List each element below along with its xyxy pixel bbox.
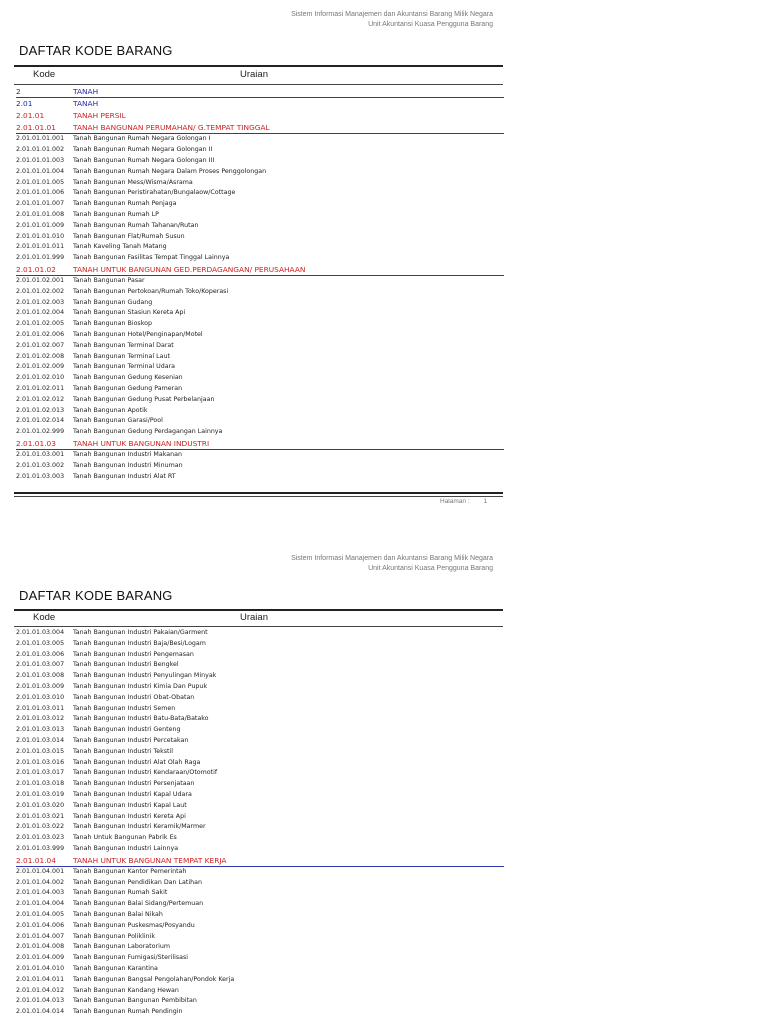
header-rule-top bbox=[14, 609, 503, 611]
item-description: TANAH BANGUNAN PERUMAHAN/ G.TEMPAT TINGGAL bbox=[73, 123, 270, 133]
item-code: 2.01.01.04.002 bbox=[16, 878, 65, 886]
list-item bbox=[16, 1007, 504, 1018]
item-description: Tanah Bangunan Industri Pengemasan bbox=[73, 650, 194, 658]
item-code: 2.01.01.03.007 bbox=[16, 661, 65, 669]
item-code: 2.01.01.01.010 bbox=[16, 232, 65, 240]
footer-rule-bottom bbox=[14, 496, 503, 497]
item-code: 2.01.01.03.003 bbox=[16, 472, 65, 480]
item-code: 2.01.01.03.012 bbox=[16, 715, 65, 723]
code-list bbox=[16, 628, 504, 1018]
item-code: 2.01.01.02.012 bbox=[16, 395, 65, 403]
list-item bbox=[16, 693, 504, 704]
list-item bbox=[16, 384, 504, 395]
item-description: Tanah Bangunan Industri Baja/Besi/Logam bbox=[73, 639, 206, 647]
item-code: 2.01.01.01.006 bbox=[16, 189, 65, 197]
item-code: 2.01.01.02.008 bbox=[16, 352, 65, 360]
item-description: Tanah Bangunan Rumah Tahanan/Rutan bbox=[73, 221, 199, 229]
item-code: 2.01.01.02.010 bbox=[16, 374, 65, 382]
item-description: Tanah Bangunan Industri Kapal Udara bbox=[73, 790, 192, 798]
item-description: TANAH PERSIL bbox=[73, 111, 126, 121]
item-code: 2.01.01.02.001 bbox=[16, 277, 65, 285]
list-item bbox=[16, 253, 504, 264]
header-rule-top bbox=[14, 65, 503, 67]
system-name: Sistem Informasi Manajemen dan Akuntansi Barang Milik Negara bbox=[291, 11, 493, 18]
list-item bbox=[16, 395, 504, 406]
item-description: Tanah Bangunan Rumah Negara Golongan III bbox=[73, 156, 215, 164]
page-number: 1 bbox=[483, 498, 488, 505]
item-code: 2 bbox=[16, 87, 21, 96]
system-name: Sistem Informasi Manajemen dan Akuntansi Barang Milik Negara bbox=[291, 555, 493, 562]
list-item bbox=[16, 833, 504, 844]
item-code: 2.01.01.03.013 bbox=[16, 726, 65, 734]
list-item bbox=[16, 714, 504, 725]
list-item bbox=[16, 779, 504, 790]
item-description: Tanah Bangunan Fumigasi/Sterilisasi bbox=[73, 954, 189, 962]
list-item bbox=[16, 888, 504, 899]
list-item bbox=[16, 362, 504, 373]
item-description: Tanah Bangunan Puskesmas/Posyandu bbox=[73, 921, 195, 929]
list-item bbox=[16, 232, 504, 243]
item-description: Tanah Bangunan Industri Makanan bbox=[73, 451, 182, 459]
footer-rule-top bbox=[14, 492, 503, 494]
item-description: Tanah Bangunan Industri Kereta Api bbox=[73, 812, 186, 820]
item-code: 2.01.01.03.020 bbox=[16, 801, 65, 809]
list-item bbox=[16, 427, 504, 438]
item-code: 2.01.01.04.001 bbox=[16, 867, 65, 875]
item-code: 2.01.01.04.006 bbox=[16, 921, 65, 929]
item-description: Tanah Bangunan Industri Penyulingan Minyak bbox=[73, 672, 217, 680]
item-description: Tanah Bangunan Balai Sidang/Pertemuan bbox=[73, 900, 204, 908]
item-description: Tanah Bangunan Industri Alat Olah Raga bbox=[73, 758, 201, 766]
item-code: 2.01.01.01.001 bbox=[16, 135, 65, 143]
group-row bbox=[16, 264, 504, 276]
header-rule-bottom bbox=[14, 626, 503, 627]
item-description: Tanah Bangunan Industri Semen bbox=[73, 704, 176, 712]
list-item bbox=[16, 899, 504, 910]
list-item bbox=[16, 975, 504, 986]
item-description: Tanah Untuk Bangunan Pabrik Es bbox=[73, 834, 177, 842]
item-code: 2.01.01.01.005 bbox=[16, 178, 65, 186]
list-item bbox=[16, 341, 504, 352]
item-description: Tanah Bangunan Rumah Negara Dalam Proses Penggolongan bbox=[73, 167, 267, 175]
list-item bbox=[16, 736, 504, 747]
list-item bbox=[16, 628, 504, 639]
item-description: Tanah Bangunan Apotik bbox=[73, 406, 148, 414]
item-description: Tanah Bangunan Gedung Perdagangan Lainnya bbox=[73, 428, 223, 436]
item-description: Tanah Bangunan Rumah Penjaga bbox=[73, 200, 177, 208]
item-description: Tanah Bangunan Pasar bbox=[73, 277, 145, 285]
item-code: 2.01.01.04.004 bbox=[16, 900, 65, 908]
item-description: Tanah Bangunan Terminal Udara bbox=[73, 363, 176, 371]
list-item bbox=[16, 942, 504, 953]
item-description: Tanah Bangunan Industri Kendaraan/Otomotif bbox=[73, 769, 218, 777]
list-item bbox=[16, 867, 504, 878]
item-description: TANAH UNTUK BANGUNAN INDUSTRI bbox=[73, 438, 210, 448]
item-code: 2.01.01.03.021 bbox=[16, 812, 65, 820]
list-item bbox=[16, 932, 504, 943]
list-item bbox=[16, 330, 504, 341]
item-code: 2.01.01.03.015 bbox=[16, 747, 65, 755]
item-code: 2.01.01.02.004 bbox=[16, 309, 65, 317]
item-description: TANAH UNTUK BANGUNAN TEMPAT KERJA bbox=[73, 855, 227, 865]
list-item bbox=[16, 242, 504, 253]
item-code: 2.01 bbox=[16, 99, 33, 109]
list-item bbox=[16, 472, 504, 483]
list-item bbox=[16, 996, 504, 1007]
item-description: Tanah Bangunan Industri Obat-Obatan bbox=[73, 693, 195, 701]
item-code: 2.01.01.03.010 bbox=[16, 693, 65, 701]
item-code: 2.01.01.03.011 bbox=[16, 704, 65, 712]
list-item bbox=[16, 964, 504, 975]
item-description: Tanah Bangunan Rumah Pendingin bbox=[73, 1008, 183, 1016]
list-item bbox=[16, 167, 504, 178]
item-description: Tanah Bangunan Rumah Negara Golongan I bbox=[73, 135, 211, 143]
item-code: 2.01.01.02.014 bbox=[16, 417, 65, 425]
item-description: Tanah Bangunan Industri Persenjataan bbox=[73, 780, 195, 788]
list-item bbox=[16, 822, 504, 833]
item-code: 2.01.01.01 bbox=[16, 123, 56, 133]
item-description: Tanah Bangunan Karantina bbox=[73, 965, 158, 972]
system-header bbox=[291, 554, 493, 574]
item-code: 2.01.01.04.007 bbox=[16, 932, 65, 940]
item-description: Tanah Bangunan Industri Pakaian/Garment bbox=[73, 629, 208, 636]
group-row bbox=[16, 438, 504, 450]
report-page-2 bbox=[0, 524, 768, 1024]
item-description: Tanah Bangunan Pertokoan/Rumah Toko/Koperasi bbox=[73, 287, 229, 295]
list-item bbox=[16, 682, 504, 693]
list-item bbox=[16, 145, 504, 156]
item-description: Tanah Bangunan Gedung Pameran bbox=[73, 385, 183, 392]
item-code: 2.01.01.03.001 bbox=[16, 451, 65, 459]
item-code: 2.01.01.03.999 bbox=[16, 844, 65, 852]
item-description: Tanah Bangunan Garasi/Pool bbox=[73, 417, 163, 425]
item-code: 2.01.01.04.009 bbox=[16, 954, 65, 962]
column-header-uraian: Uraian bbox=[240, 69, 268, 80]
item-description: TANAH bbox=[73, 99, 99, 109]
item-code: 2.01.01 bbox=[16, 111, 45, 121]
group-row bbox=[16, 110, 504, 122]
item-code: 2.01.01.04.011 bbox=[16, 975, 65, 983]
list-item bbox=[16, 639, 504, 650]
item-code: 2.01.01.02.003 bbox=[16, 298, 65, 306]
list-item bbox=[16, 921, 504, 932]
item-code: 2.01.01.03.019 bbox=[16, 790, 65, 798]
list-item bbox=[16, 801, 504, 812]
item-code: 2.01.01.04.003 bbox=[16, 889, 65, 897]
item-code: 2.01.01.03.004 bbox=[16, 629, 65, 636]
item-code: 2.01.01.03.008 bbox=[16, 672, 65, 680]
list-item bbox=[16, 450, 504, 461]
item-code: 2.01.01.01.011 bbox=[16, 243, 65, 251]
list-item bbox=[16, 319, 504, 330]
page-title: DAFTAR KODE BARANG bbox=[19, 588, 173, 603]
item-code: 2.01.01.01.008 bbox=[16, 210, 65, 218]
list-item bbox=[16, 221, 504, 232]
item-description: Tanah Bangunan Terminal Laut bbox=[73, 352, 170, 360]
code-list bbox=[16, 86, 504, 482]
item-code: 2.01.01.02.005 bbox=[16, 320, 65, 328]
list-item bbox=[16, 704, 504, 715]
item-code: 2.01.01.04.008 bbox=[16, 943, 65, 951]
item-code: 2.01.01.02 bbox=[16, 264, 56, 274]
item-code: 2.01.01.04.014 bbox=[16, 1008, 65, 1016]
item-description: Tanah Bangunan Bangunan Pembibitan bbox=[73, 997, 197, 1005]
item-description: Tanah Bangunan Terminal Darat bbox=[73, 341, 174, 349]
list-item bbox=[16, 416, 504, 427]
item-description: Tanah Bangunan Stasiun Kereta Api bbox=[73, 309, 186, 317]
item-code: 2.01.01.02.002 bbox=[16, 287, 65, 295]
item-description: Tanah Bangunan Industri Kimia Dan Pupuk bbox=[73, 682, 208, 690]
item-description: Tanah Bangunan Industri Tekstil bbox=[73, 747, 173, 755]
list-item bbox=[16, 650, 504, 661]
item-code: 2.01.01.04.013 bbox=[16, 997, 65, 1005]
list-item bbox=[16, 878, 504, 889]
group-row bbox=[16, 122, 504, 134]
list-item bbox=[16, 210, 504, 221]
item-code: 2.01.01.02.999 bbox=[16, 428, 65, 436]
list-item bbox=[16, 768, 504, 779]
item-code: 2.01.01.02.013 bbox=[16, 406, 65, 414]
item-description: Tanah Bangunan Bangsal Pengolahan/Pondok Kerja bbox=[73, 975, 235, 983]
item-description: Tanah Bangunan Gedung Kesenian bbox=[73, 374, 183, 382]
item-description: Tanah Bangunan Industri Alat RT bbox=[73, 472, 176, 480]
item-description: Tanah Bangunan Industri Bengkel bbox=[73, 661, 179, 669]
item-description: Tanah Bangunan Industri Genteng bbox=[73, 726, 181, 734]
item-description: Tanah Bangunan Industri Lainnya bbox=[73, 844, 179, 852]
list-item bbox=[16, 276, 504, 287]
list-item bbox=[16, 298, 504, 309]
item-code: 2.01.01.03.009 bbox=[16, 682, 65, 690]
list-item bbox=[16, 844, 504, 855]
item-description: TANAH UNTUK BANGUNAN GED.PERDAGANGAN/ PERUSAHAAN bbox=[73, 264, 306, 274]
item-description: Tanah Bangunan Industri Minuman bbox=[73, 461, 183, 469]
item-description: TANAH bbox=[73, 87, 99, 96]
item-code: 2.01.01.03.018 bbox=[16, 780, 65, 788]
header-rule-bottom bbox=[14, 84, 503, 85]
item-description: Tanah Bangunan Laboratorium bbox=[73, 943, 170, 951]
item-code: 2.01.01.03.006 bbox=[16, 650, 65, 658]
item-code: 2.01.01.03.002 bbox=[16, 461, 65, 469]
item-code: 2.01.01.03.014 bbox=[16, 736, 65, 744]
item-code: 2.01.01.03 bbox=[16, 438, 56, 448]
list-item bbox=[16, 373, 504, 384]
list-item bbox=[16, 287, 504, 298]
item-code: 2.01.01.02.009 bbox=[16, 363, 65, 371]
item-code: 2.01.01.03.017 bbox=[16, 769, 65, 777]
item-code: 2.01.01.03.022 bbox=[16, 823, 65, 831]
item-description: Tanah Bangunan Industri Batu-Bata/Batako bbox=[73, 715, 209, 723]
list-item bbox=[16, 953, 504, 964]
list-item bbox=[16, 910, 504, 921]
unit-name: Unit Akuntansi Kuasa Pengguna Barang bbox=[368, 21, 493, 28]
column-header-uraian: Uraian bbox=[240, 612, 268, 623]
item-description: Tanah Bangunan Gudang bbox=[73, 298, 153, 306]
item-code: 2.01.01.01.007 bbox=[16, 200, 65, 208]
item-description: Tanah Bangunan Bioskop bbox=[73, 320, 152, 328]
list-item bbox=[16, 406, 504, 417]
item-code: 2.01.01.03.023 bbox=[16, 834, 65, 842]
list-item bbox=[16, 671, 504, 682]
list-item bbox=[16, 134, 504, 145]
item-code: 2.01.01.01.004 bbox=[16, 167, 65, 175]
list-item bbox=[16, 747, 504, 758]
column-header-kode: Kode bbox=[33, 69, 56, 80]
item-code: 2.01.01.04.010 bbox=[16, 965, 65, 972]
list-item bbox=[16, 178, 504, 189]
list-item bbox=[16, 758, 504, 769]
list-item bbox=[16, 790, 504, 801]
item-description: Tanah Bangunan Kandang Hewan bbox=[73, 986, 179, 994]
item-code: 2.01.01.03.005 bbox=[16, 639, 65, 647]
item-description: Tanah Bangunan Gedung Pusat Perbelanjaan bbox=[73, 395, 215, 403]
item-code: 2.01.01.01.002 bbox=[16, 146, 65, 154]
item-code: 2.01.01.04 bbox=[16, 855, 56, 865]
item-description: Tanah Bangunan Flat/Rumah Susun bbox=[73, 232, 185, 240]
item-description: Tanah Bangunan Hotel/Penginapan/Motel bbox=[73, 331, 203, 339]
item-code: 2.01.01.01.009 bbox=[16, 221, 65, 229]
list-item bbox=[16, 199, 504, 210]
list-item bbox=[16, 156, 504, 167]
item-code: 2.01.01.01.003 bbox=[16, 156, 65, 164]
item-description: Tanah Bangunan Peristirahatan/Bungalaow/Cottage bbox=[73, 189, 236, 197]
group-row bbox=[16, 855, 504, 867]
item-code: 2.01.01.02.006 bbox=[16, 331, 65, 339]
item-description: Tanah Bangunan Balai Nikah bbox=[73, 911, 163, 919]
item-description: Tanah Kaveling Tanah Matang bbox=[73, 243, 167, 251]
item-description: Tanah Bangunan Industri Keramik/Marmer bbox=[73, 823, 206, 831]
list-item bbox=[16, 660, 504, 671]
item-description: Tanah Bangunan Rumah Negara Golongan II bbox=[73, 146, 213, 154]
item-description: Tanah Bangunan Mess/Wisma/Asrama bbox=[73, 178, 193, 186]
item-description: Tanah Bangunan Industri Percetakan bbox=[73, 736, 189, 744]
group-row bbox=[16, 86, 504, 98]
item-code: 2.01.01.04.005 bbox=[16, 911, 65, 919]
item-code: 2.01.01.01.999 bbox=[16, 254, 65, 262]
item-description: Tanah Bangunan Kantor Pemerintah bbox=[73, 867, 187, 875]
item-code: 2.01.01.02.007 bbox=[16, 341, 65, 349]
item-description: Tanah Bangunan Poliklinik bbox=[73, 932, 155, 940]
item-description: Tanah Bangunan Pendidikan Dan Latihan bbox=[73, 878, 202, 886]
item-description: Tanah Bangunan Rumah Sakit bbox=[73, 889, 168, 897]
item-code: 2.01.01.04.012 bbox=[16, 986, 65, 994]
system-header bbox=[291, 10, 493, 30]
list-item bbox=[16, 725, 504, 736]
item-code: 2.01.01.02.011 bbox=[16, 385, 65, 392]
list-item bbox=[16, 188, 504, 199]
list-item bbox=[16, 986, 504, 997]
list-item bbox=[16, 812, 504, 823]
list-item bbox=[16, 461, 504, 472]
page-footer bbox=[440, 498, 487, 505]
list-item bbox=[16, 352, 504, 363]
column-header-kode: Kode bbox=[33, 612, 56, 623]
unit-name: Unit Akuntansi Kuasa Pengguna Barang bbox=[368, 565, 493, 572]
item-description: Tanah Bangunan Industri Kapal Laut bbox=[73, 801, 187, 809]
item-code: 2.01.01.03.016 bbox=[16, 758, 65, 766]
item-description: Tanah Bangunan Rumah LP bbox=[73, 210, 159, 218]
item-description: Tanah Bangunan Fasilitas Tempat Tinggal Lainnya bbox=[73, 254, 230, 262]
page-label: Halaman : bbox=[440, 498, 470, 505]
list-item bbox=[16, 308, 504, 319]
group-row bbox=[16, 98, 504, 110]
page-title: DAFTAR KODE BARANG bbox=[19, 43, 173, 58]
